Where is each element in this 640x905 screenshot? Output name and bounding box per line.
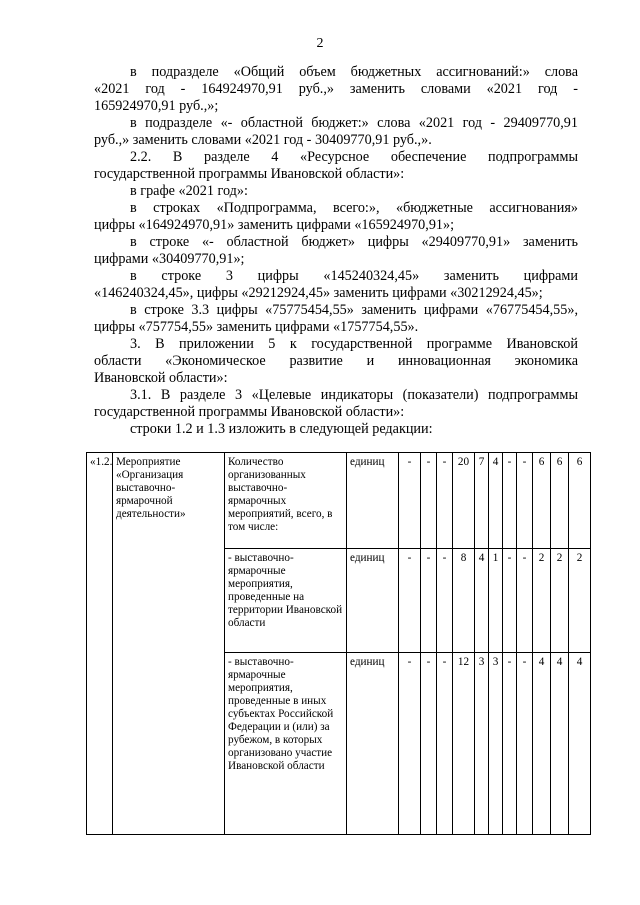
text-line: в подразделе «Общий объем бюджетных ассигнований:» слова [130,64,578,80]
paragraph [94,302,578,336]
value-cell: 2 [551,549,569,653]
value-cell: 1 [489,549,503,653]
indicator-cell: - выставочно-ярмарочные мероприятия, проведенные в иных субъектах Российской Федерации и (или) за рубежом, в которых организовано участие Ивановской области [225,653,347,835]
value-cell: 3 [475,653,489,835]
value-cell: 20 [453,453,475,549]
value-cell: - [503,453,517,549]
value-cell: - [421,549,437,653]
value-cell: - [503,653,517,835]
text-line: руб.,» заменить словами «2021 год - 30409770,91 руб.,». [94,132,432,148]
page-number: 2 [316,36,324,51]
text-line: цифры «757754,55» заменить цифрами «1757754,55». [94,319,419,335]
value-cell: 12 [453,653,475,835]
text-line: области «Экономическое развитие и инновационная экономика [94,353,578,369]
value-cell: 4 [475,549,489,653]
value-cell: - [399,653,421,835]
paragraph [94,200,578,234]
paragraph [94,234,578,268]
value-cell: - [517,453,533,549]
text-line: в строке 3 цифры «145240324,45» заменить цифрами [130,268,578,284]
unit-cell: единиц [347,453,399,549]
paragraph [94,336,578,387]
text-line: 3. В приложении 5 к государственной программе Ивановской [130,336,578,352]
text-line: в подразделе «- областной бюджет:» слова «2021 год - 29409770,91 [130,115,578,131]
value-cell: - [399,453,421,549]
text-line: в строке «- областной бюджет» цифры «29409770,91» заменить [130,234,578,250]
value-cell: - [421,453,437,549]
event-cell: Мероприятие «Организация выставочно-ярмарочной деятельности» [113,453,225,835]
paragraph [94,268,578,302]
value-cell: 2 [533,549,551,653]
value-cell: - [437,549,453,653]
indicator-cell: Количество организованных выставочно-ярмарочных мероприятий, всего, в том числе: [225,453,347,549]
value-cell: 4 [489,453,503,549]
indicators-table [86,452,591,835]
value-cell: - [399,549,421,653]
text-line: в строке 3.3 цифры «75775454,55» заменить цифрами «76775454,55», [130,302,578,318]
value-cell: 6 [533,453,551,549]
text-line: «2021 год - 164924970,91 руб.,» заменить словами «2021 год - [94,81,578,97]
text-line: цифрами «30409770,91»; [94,251,245,267]
value-cell: 4 [533,653,551,835]
paragraph [94,64,578,115]
text-line: 2.2. В разделе 4 «Ресурсное обеспечение подпрограммы [130,149,578,165]
value-cell: - [421,653,437,835]
value-cell: 7 [475,453,489,549]
paragraph [94,115,578,149]
value-cell: - [503,549,517,653]
indicator-cell: - выставочно-ярмарочные мероприятия, проведенные на территории Ивановской области [225,549,347,653]
text-line: в строках «Подпрограмма, всего:», «бюджетные ассигнования» [130,200,578,216]
text-line: строки 1.2 и 1.3 изложить в следующей редакции: [130,421,433,437]
text-line: цифры «164924970,91» заменить цифрами «165924970,91»; [94,217,455,233]
value-cell: 4 [551,653,569,835]
text-line: «146240324,45», цифры «29212924,45» заменить цифрами «30212924,45»; [94,285,543,301]
text-line: Ивановской области»: [94,370,228,386]
value-cell: - [437,653,453,835]
paragraph [94,149,578,183]
paragraph [94,421,578,438]
value-cell: 4 [569,653,591,835]
value-cell: 6 [569,453,591,549]
value-cell: - [437,453,453,549]
unit-cell: единиц [347,653,399,835]
paragraph [94,387,578,421]
document-body [94,64,578,438]
value-cell: 6 [551,453,569,549]
row-number-cell: «1.2. [87,453,113,835]
unit-cell: единиц [347,549,399,653]
text-line: 3.1. В разделе 3 «Целевые индикаторы (показатели) подпрограммы [130,387,578,403]
value-cell: 8 [453,549,475,653]
value-cell: 3 [489,653,503,835]
table-row [87,453,591,549]
value-cell: - [517,549,533,653]
text-line: государственной программы Ивановской области»: [94,166,405,182]
text-line: в графе «2021 год»: [130,183,248,199]
value-cell: 2 [569,549,591,653]
paragraph [94,183,578,200]
text-line: 165924970,91 руб.,»; [94,98,219,114]
value-cell: - [517,653,533,835]
text-line: государственной программы Ивановской области»: [94,404,405,420]
